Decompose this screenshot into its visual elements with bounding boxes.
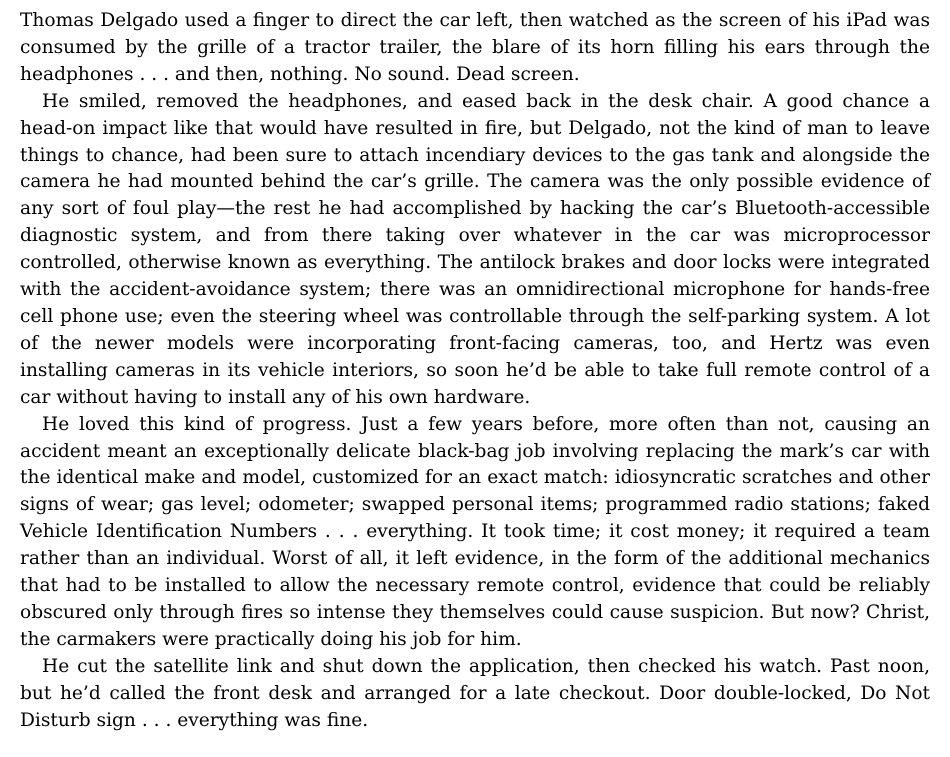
- paragraph-4: He cut the satellite link and shut down the application, then checked his watch. Past noon, but he’d called the front desk and arranged for a late checkout. Door double-locked, Do Not Disturb sign . . . everything was fine.: [20, 655, 930, 731]
- paragraph-2: He smiled, removed the headphones, and eased back in the desk chair. A good chance a head-on impact like that would have resulted in fire, but Delgado, not the kind of man to leave things to chance, had been sure to attach incendiary devices to the gas tank and alongside the camera he had mounted behind the car’s grille. The camera was the only possible evidence of any sort of foul play—the rest he had accomplished by hacking the car’s Bluetooth-accessible diagnostic system, and from there taking over whatever in the car was microprocessor controlled, otherwise known as everything. The antilock brakes and door locks were integrated with the accident-avoidance system; there was an omnidirectional microphone for hands-free cell phone use; even the steering wheel was controllable through the self-parking system. A lot of the newer models were incorporating front-facing cameras, too, and Hertz was even installing cameras in its vehicle interiors, so soon he’d be able to take full remote control of a car without having to install any of his own hardware.: [20, 90, 930, 408]
- paragraph-3: He loved this kind of progress. Just a few years before, more often than not, causing an accident meant an exceptionally delicate black-bag job involving replacing the mark’s car with the identical make and model, customized for an exact match: idiosyncratic scratches and other signs of wear; gas level; odometer; swapped personal items; programmed radio stations; faked Vehicle Identification Numbers . . . everything. It took time; it cost money; it required a team rather than an individual. Worst of all, it left evidence, in the form of the additional mechanics that had to be installed to allow the necessary remote control, evidence that could be reliably obscured only through fires so intense they themselves could cause suspicion. But now? Christ, the carmakers were practically doing his job for him.: [20, 413, 930, 650]
- paragraph-1: Thomas Delgado used a finger to direct the car left, then watched as the screen of his iPad was consumed by the grille of a tractor trailer, the blare of its horn filling his ears through the headphones . . . and then, nothing. No sound. Dead screen.: [20, 10, 930, 85]
